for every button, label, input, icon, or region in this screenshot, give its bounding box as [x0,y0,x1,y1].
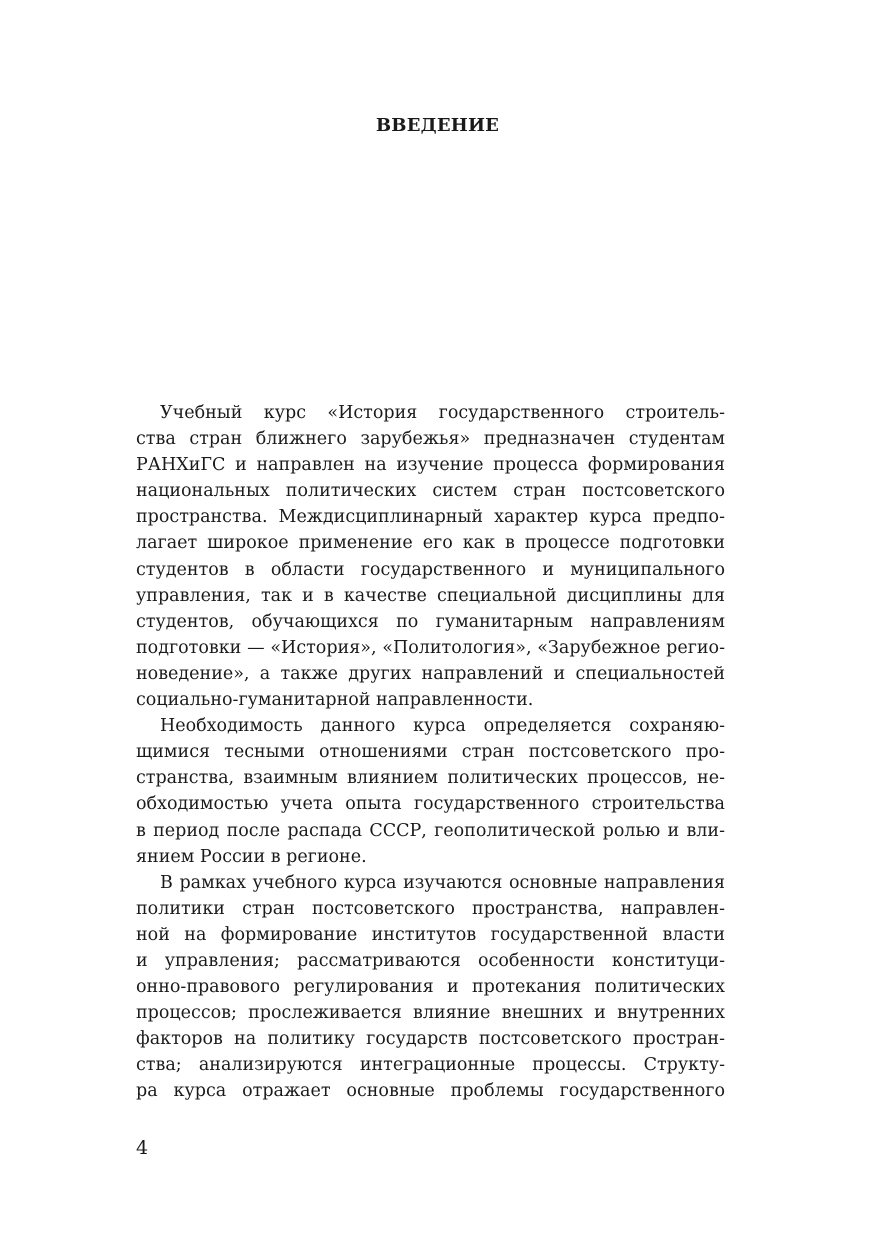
text-line: ра курса отражает основные проблемы государственного [136,1081,725,1102]
text-line: Учебный курс «История государственного строитель- [160,403,725,423]
text-line: новедение», а также других направлений и специальностей [136,663,725,684]
text-line: национальных политических систем стран постсоветского [136,481,725,502]
text-line: и управления; рассматриваются особенности конституци- [136,950,725,971]
text-line: ной на формирование институтов государственной власти [136,924,725,945]
page-title: ВВЕДЕНИЕ [375,115,500,136]
text-line: подготовки — «История», «Политология», «Зарубежное регио- [136,637,725,658]
text-line: процессов; прослеживается влияние внешних и внутренних [136,1003,725,1024]
text-line: янием России в регионе. [136,846,367,867]
text-line: политики стран постсоветского пространства, направлен- [136,898,725,919]
text-line: факторов на политику государств постсоветского простран- [136,1029,725,1050]
text-line: Необходимость данного курса определяется сохраняю- [160,716,725,737]
text-line: управления, так и в качестве специальной дисциплины для [136,585,725,606]
text-line: пространства. Междисциплинарный характер курса предпо- [136,507,725,528]
text-line: странства, взаимным влиянием политических процессов, не- [136,768,725,789]
text-line: ства; анализируются интеграционные процессы. Структу- [136,1055,725,1076]
text-line: обходимостью учета опыта государственного строительства [136,794,725,815]
text-line: ства стран ближнего зарубежья» предназначен студентам [136,429,725,450]
body-text [136,400,725,1105]
text-line: студентов в области государственного и муниципального [136,559,725,580]
text-line: щимися тесными отношениями стран постсоветского про- [136,742,725,763]
text-line: в период после распада СССР, геополитической ролью и вли- [136,820,725,841]
text-line: РАНХиГС и направлен на изучение процесса формирования [136,455,725,476]
page-number: 4 [136,1137,149,1159]
text-line: В рамках учебного курса изучаются основные направления [160,872,725,893]
text-line: социально-гуманитарной направленности. [136,690,534,711]
text-line: онно-правового регулирования и протекания политических [136,977,725,998]
text-line: студентов, обучающихся по гуманитарным направлениям [136,611,725,632]
text-line: лагает широкое применение его как в процессе подготовки [136,533,725,554]
